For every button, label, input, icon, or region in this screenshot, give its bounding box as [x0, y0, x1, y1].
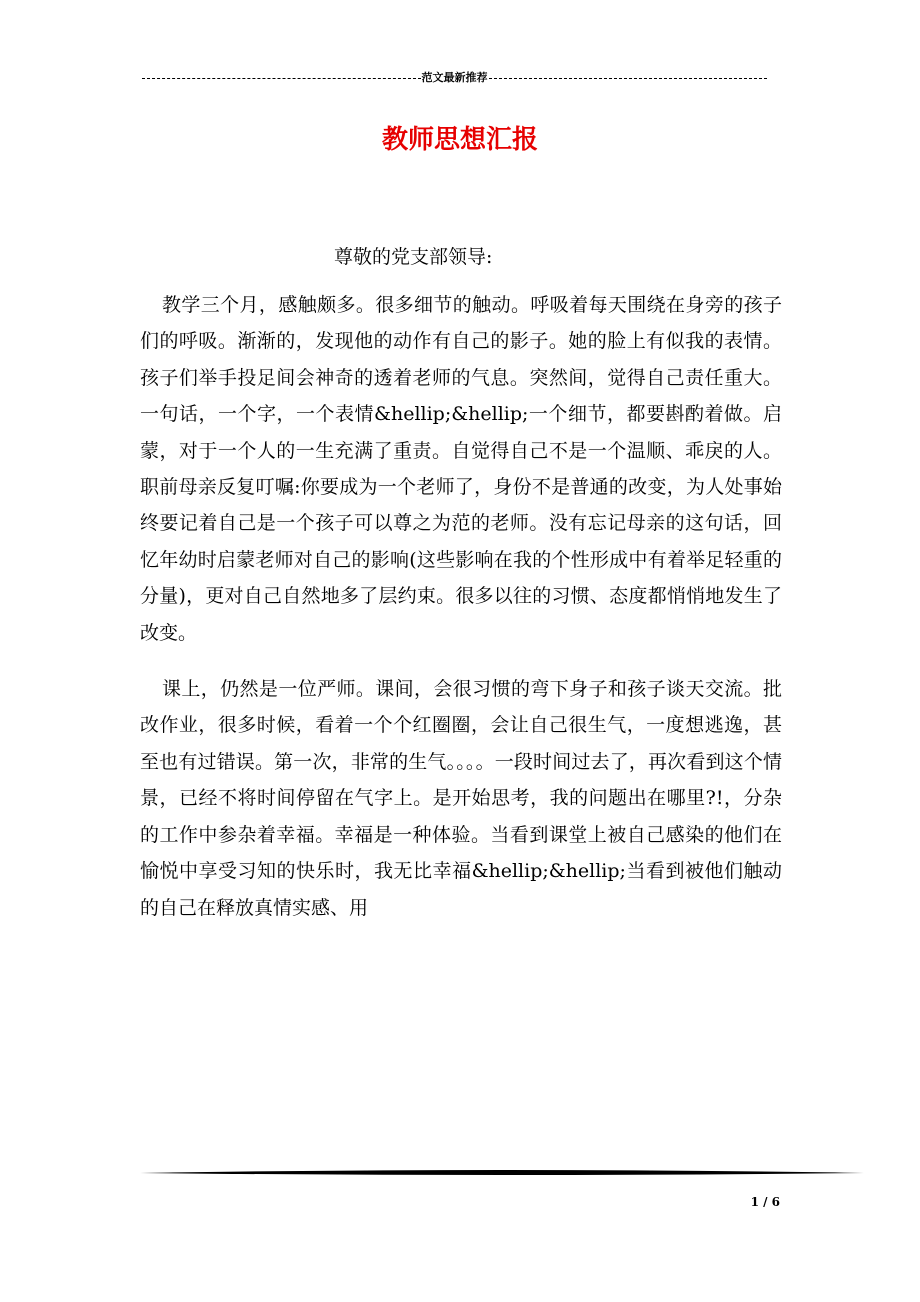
page-header — [142, 70, 767, 86]
footer-rule — [140, 1168, 864, 1178]
page-number: 1 / 6 — [750, 1195, 780, 1209]
header-dash-right — [489, 78, 768, 79]
paragraph: 课上，仍然是一位严师。课间，会很习惯的弯下身子和孩子谈天交流。批改作业，很多时候，看着一个个红圈圈，会让自己很生气，一度想逃逸，甚至也有过错误。第一次，非常的生气。。。。一段时间过去了，再次看到这个情景，已经不将时间停留在气字上。是开始思考，我的问题出在哪里?!，分杂的工作中参杂着幸福。幸福是一种体验。当看到课堂上被自己感染的他们在愉悦中享受习知的快乐时，我无比幸福&hellip;&hellip;当看到被他们触动的自己在释放真情实感、用 — [140, 678, 782, 919]
salutation: 尊敬的党支部领导: — [334, 246, 493, 268]
header-label: 范文最新推荐 — [421, 71, 488, 84]
header-dash-left — [142, 78, 421, 79]
paragraph: 教学三个月，感触颇多。很多细节的触动。呼吸着每天围绕在身旁的孩子们的呼吸。渐渐的，发现他的动作有自己的影子。她的脸上有似我的表情。孩子们举手投足间会神奇的透着老师的气息。突然间，觉得自己责任重大。一句话，一个字，一个表情&hellip;&hellip;一个细节，都要斟酌着做。启蒙，对于一个人的一生充满了重责。自觉得自己不是一个温顺、乖戾的人。职前母亲反复叮嘱:你要成为一个老师了，身份不是普通的改变，为人处事始终要记着自己是一个孩子可以尊之为范的老师。没有忘记母亲的这句话，回忆年幼时启蒙老师对自己的影响(这些影响在我的个性形成中有着举足轻重的分量)，更对自己自然地多了层约束。很多以往的习惯、态度都悄悄地发生了改变。 — [140, 294, 782, 644]
document-title: 教师思想汇报 — [381, 125, 538, 155]
document-body — [140, 287, 782, 946]
